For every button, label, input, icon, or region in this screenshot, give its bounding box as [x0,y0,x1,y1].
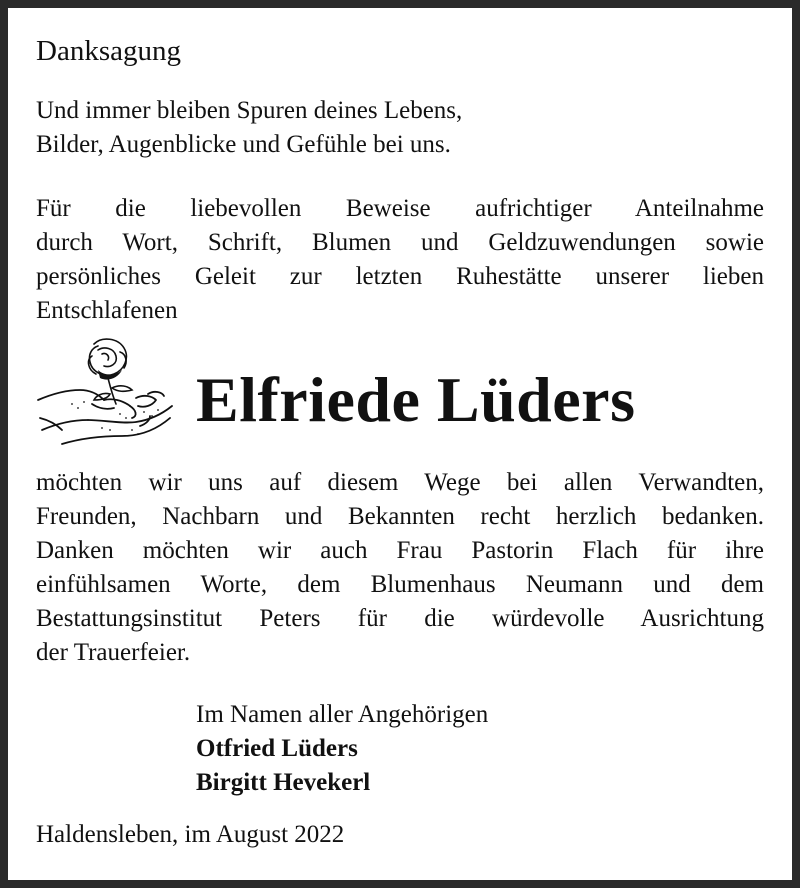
thanks-body [36,466,764,670]
thanks-body-line: möchten wir uns auf diesem Wege bei allen Verwandten, [36,469,764,496]
place-and-date: Haldensleben, im August 2022 [36,821,345,848]
signature-name: Birgitt Hevekerl [196,769,371,796]
verse [36,94,764,162]
thanks-intro-line: persönliches Geleit zur letzten Ruhestätte unserer lieben [36,263,764,290]
thanks-intro [36,192,764,328]
hands-with-rose-icon [32,334,176,452]
signature-intro: Im Namen aller Angehörigen [196,701,489,728]
heading: Danksagung [36,35,181,67]
obituary-notice [8,8,792,880]
deceased-name: Elfriede Lüders [196,364,636,435]
verse-line: Und immer bleiben Spuren deines Lebens, [36,97,463,124]
signature-name: Otfried Lüders [196,735,358,762]
signature-block [196,698,488,800]
thanks-intro-line: Für die liebevollen Beweise aufrichtiger Anteilnahme [36,195,764,222]
thanks-body-line: einfühlsamen Worte, dem Blumenhaus Neumann und dem [36,571,764,598]
thanks-body-line: der Trauerfeier. [36,639,191,666]
thanks-body-line: Bestattungsinstitut Peters für die würdevolle Ausrichtung [36,605,764,632]
thanks-body-line: Danken möchten wir auch Frau Pastorin Flach für ihre [36,537,764,564]
thanks-intro-line: durch Wort, Schrift, Blumen und Geldzuwendungen sowie [36,229,764,256]
verse-line: Bilder, Augenblicke und Gefühle bei uns. [36,131,451,158]
thanks-body-line: Freunden, Nachbarn und Bekannten recht herzlich bedanken. [36,503,764,530]
thanks-intro-line: Entschlafenen [36,297,178,324]
